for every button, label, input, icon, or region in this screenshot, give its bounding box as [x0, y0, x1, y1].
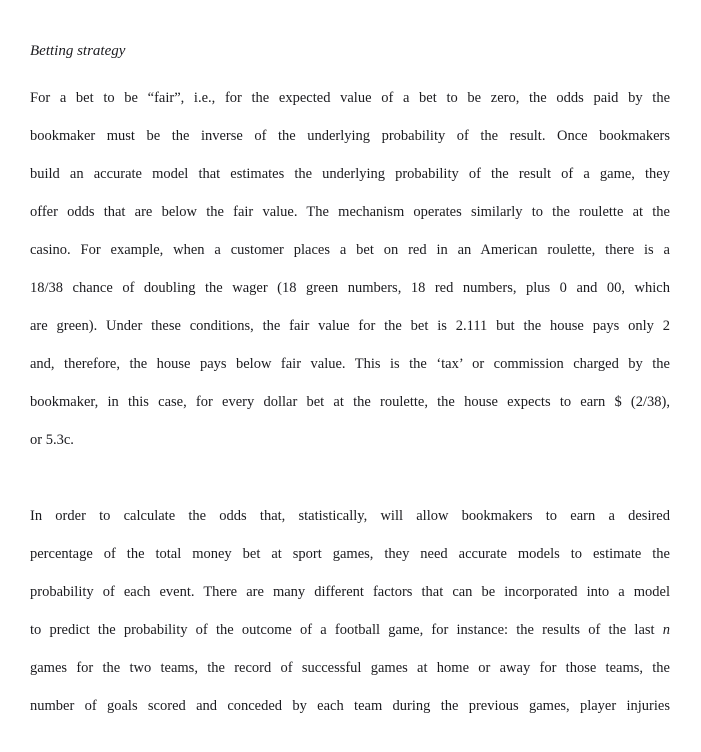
paragraph-line: bookmaker, in this case, for every dollar bet at the roulette, the house expects to earn $ (2/38), [30, 394, 670, 410]
paragraph-line: are green). Under these conditions, the fair value for the bet is 2.111 but the house pays only 2 [30, 318, 670, 334]
paragraph-line: bookmaker must be the inverse of the underlying probability of the result. Once bookmakers [30, 128, 670, 144]
paragraph-line: percentage of the total money bet at sport games, they need accurate models to estimate the [30, 546, 670, 562]
math-variable-n: n [662, 622, 671, 638]
paragraph-line: probability of each event. There are many different factors that can be incorporated into a model [30, 584, 670, 600]
paragraph-line: offer odds that are below the fair value. The mechanism operates similarly to the roulette at the [30, 204, 670, 220]
paragraph-line: number of goals scored and conceded by each team during the previous games, player injuries [30, 698, 670, 714]
paragraph-line: or 5.3c. [30, 432, 74, 448]
paragraph-line: and, therefore, the house pays below fair value. This is the ‘tax’ or commission charged by the [30, 356, 670, 372]
paragraph-odds-models [30, 497, 670, 725]
paragraph-betting-fairness [30, 79, 670, 459]
paragraph-line-text: to predict the probability of the outcome of a football game, for instance: the results of the last [30, 622, 655, 638]
paragraph-line: games for the two teams, the record of successful games at home or away for those teams, the [30, 660, 670, 676]
paragraph-line: 18/38 chance of doubling the wager (18 green numbers, 18 red numbers, plus 0 and 00, which [30, 280, 670, 296]
paragraph-line: For a bet to be “fair”, i.e., for the expected value of a bet to be zero, the odds paid by the [30, 90, 670, 106]
paragraph-line: In order to calculate the odds that, statistically, will allow bookmakers to earn a desired [30, 508, 670, 524]
paragraph-line: build an accurate model that estimates the underlying probability of the result of a game, they [30, 166, 670, 182]
section-heading: Betting strategy [30, 43, 126, 59]
paragraph-line: casino. For example, when a customer places a bet on red in an American roulette, there is a [30, 242, 670, 258]
paragraph-line [30, 611, 670, 649]
